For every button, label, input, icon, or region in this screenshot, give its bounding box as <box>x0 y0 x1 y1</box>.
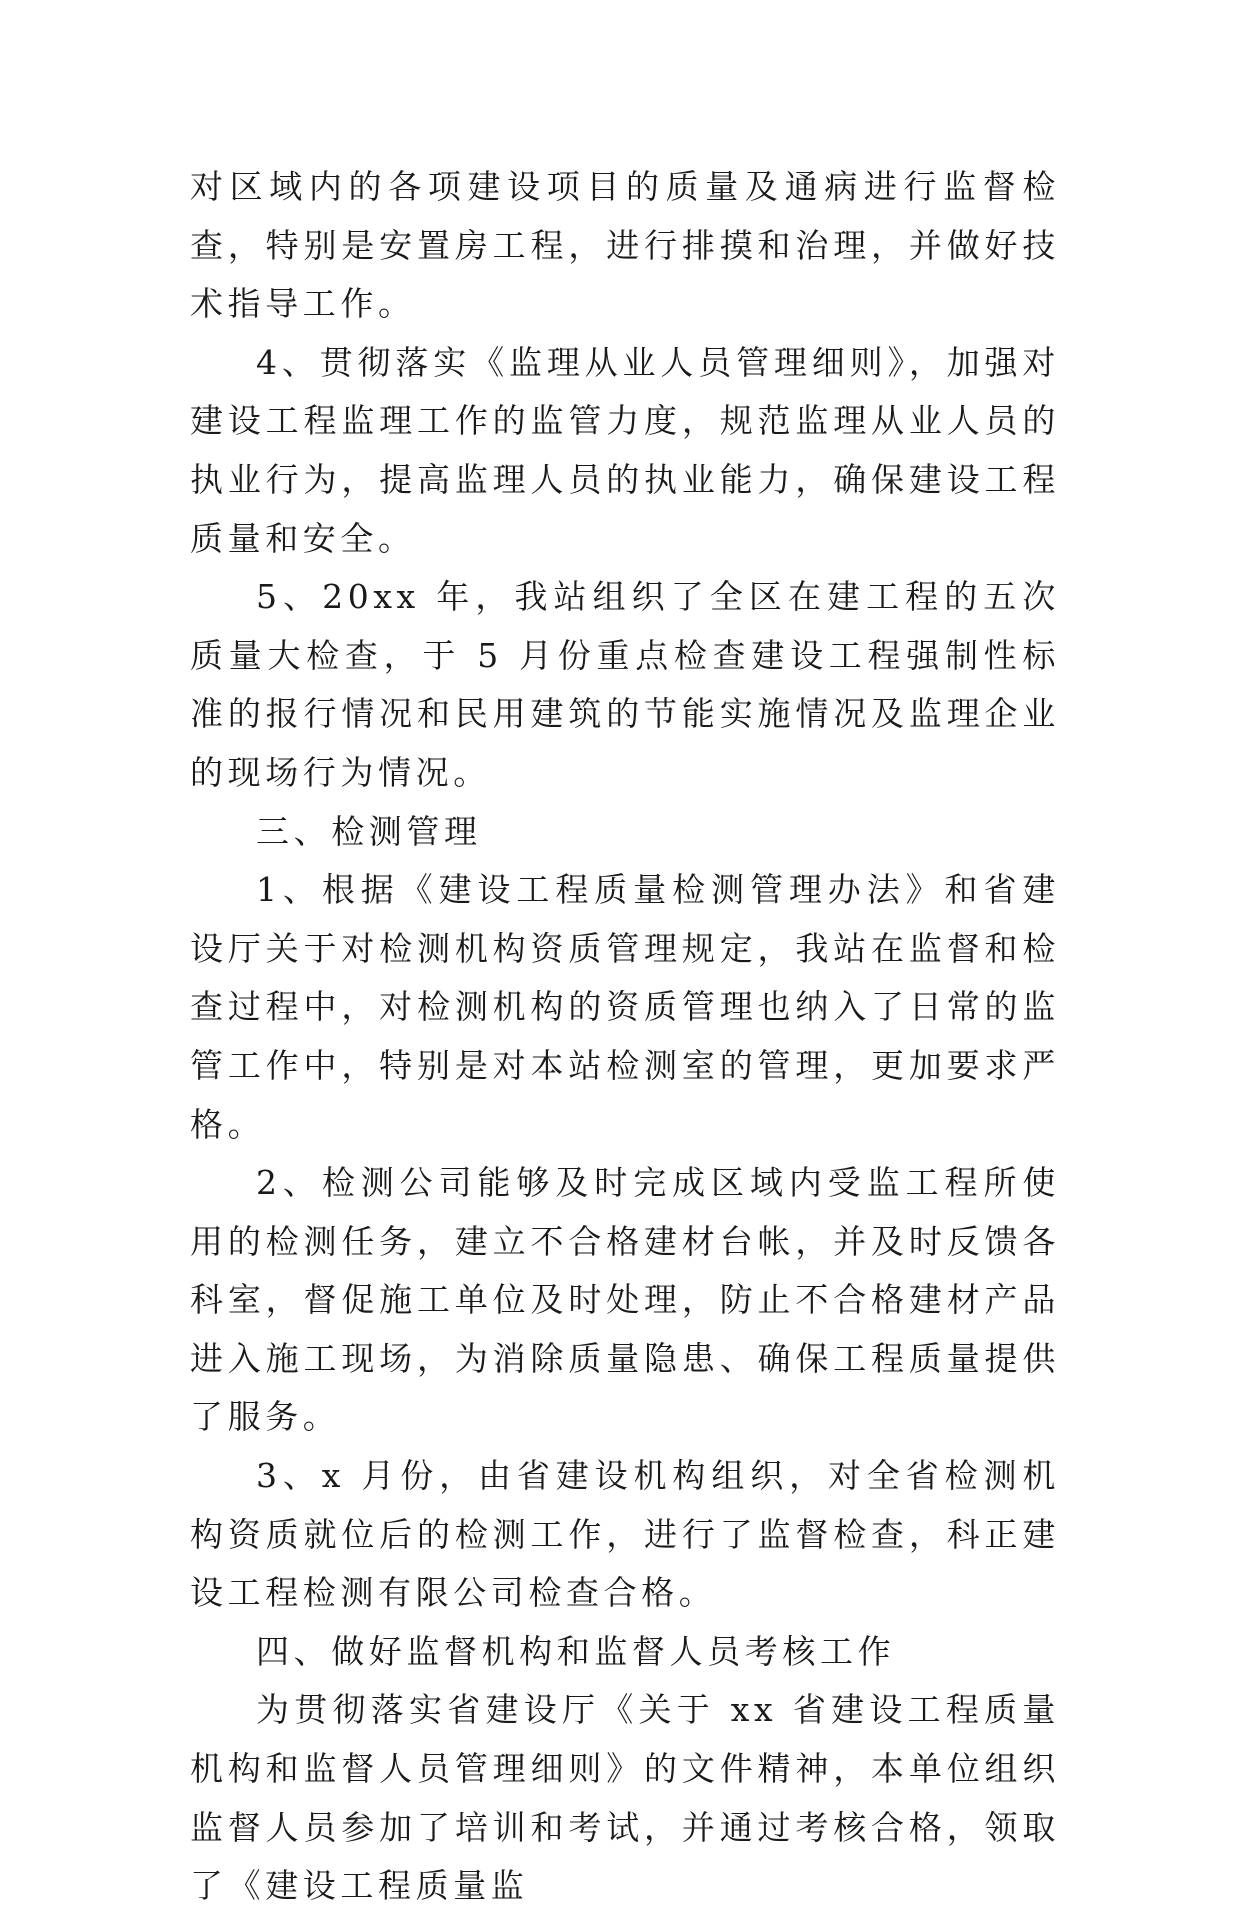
paragraph-item-4: 4、贯彻落实《监理从业人员管理细则》，加强对建设工程监理工作的监管力度，规范监理从业人员的执业行为，提高监理人员的执业能力，确保建设工程质量和安全。 <box>190 342 1060 558</box>
document-body <box>190 158 1060 1916</box>
paragraph-testing-3: 3、x 月份，由省建设机构组织，对全省检测机构资质就位后的检测工作，进行了监督检查，科正建设工程检测有限公司检查合格。 <box>190 1456 1060 1613</box>
paragraph-item-5: 5、20xx 年，我站组织了全区在建工程的五次质量大检查，于 5 月份重点检查建设工程强制性标准的报行情况和民用建筑的节能实施情况及监理企业的现场行为情况。 <box>190 577 1060 792</box>
section-heading-assessment: 四、做好监督机构和监督人员考核工作 <box>256 1631 896 1671</box>
paragraph-testing-2: 2、检测公司能够及时完成区域内受监工程所使用的检测任务，建立不合格建材台帐，并及时反馈各科室，督促施工单位及时处理，防止不合格建材产品进入施工现场，为消除质量隐患、确保工程质量提供了服务。 <box>190 1163 1060 1437</box>
paragraph-testing-1: 1、根据《建设工程质量检测管理办法》和省建设厅关于对检测机构资质管理规定，我站在监督和检查过程中，对检测机构的资质管理也纳入了日常的监管工作中，特别是对本站检测室的管理，更加要求严格。 <box>190 870 1060 1144</box>
paragraph-continued: 对区域内的各项建设项目的质量及通病进行监督检查，特别是安置房工程，进行排摸和治理，并做好技术指导工作。 <box>190 167 1060 324</box>
paragraph-assessment: 为贯彻落实省建设厅《关于 xx 省建设工程质量机构和监督人员管理细则》的文件精神，本单位组织监督人员参加了培训和考试，并通过考核合格，领取了《建设工程质量监 <box>190 1690 1060 1906</box>
section-heading-testing-management: 三、检测管理 <box>256 811 482 851</box>
